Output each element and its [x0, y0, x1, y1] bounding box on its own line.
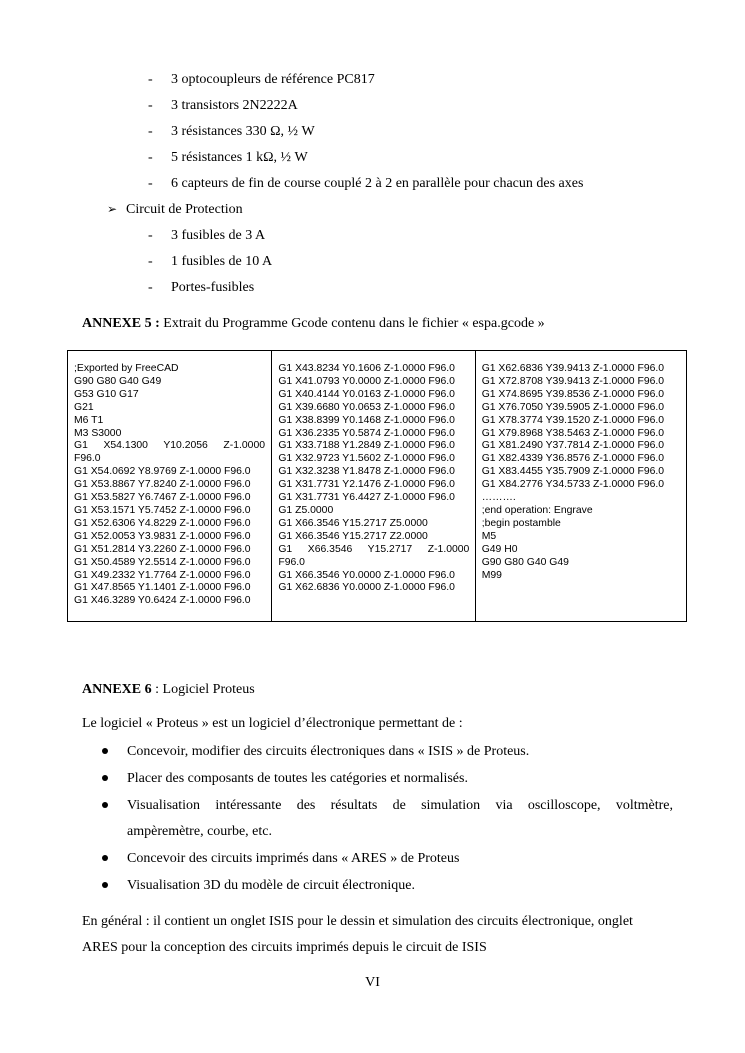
intro-paragraph: Le logiciel « Proteus » est un logiciel d’électronique permettant de : [82, 716, 463, 731]
gcode-line: G1 X53.1571 Y5.7452 Z-1.0000 F96.0 [74, 504, 251, 516]
protection-title: Circuit de Protection [126, 202, 243, 217]
gcode-line: G1 X74.8695 Y39.8536 Z-1.0000 F96.0 [481, 388, 665, 400]
bullet-item: Concevoir, modifier des circuits électroniques dans « ISIS » de Proteus. [127, 744, 530, 759]
list-item: 6 capteurs de fin de course couplé 2 à 2 en parallèle pour chacun des axes [171, 176, 584, 191]
gcode-line: G1 X72.8708 Y39.9413 Z-1.0000 F96.0 [481, 375, 665, 387]
gcode-line: F96.0 [74, 453, 101, 465]
bullet-dot [102, 882, 108, 888]
gcode-line: G1 X81.2490 Y37.7814 Z-1.0000 F96.0 [481, 440, 665, 452]
gcode-line: G1 X54.0692 Y8.9769 Z-1.0000 F96.0 [74, 466, 251, 478]
gcode-line: G1 X83.4455 Y35.7909 Z-1.0000 F96.0 [481, 466, 665, 478]
gcode-line: G1 X52.0053 Y3.9831 Z-1.0000 F96.0 [74, 530, 251, 542]
gcode-line: G1 X49.2332 Y1.7764 Z-1.0000 F96.0 [74, 569, 251, 581]
list-dash: - [148, 176, 153, 191]
list-dash: - [148, 228, 153, 243]
gcode-line: G1 X31.7731 Y6.4427 Z-1.0000 F96.0 [278, 492, 455, 504]
list-item: 3 transistors 2N2222A [171, 98, 298, 113]
list-dash: - [148, 72, 153, 87]
gcode-column-1 [68, 351, 271, 621]
gcode-line: G1 X79.8968 Y38.5463 Z-1.0000 F96.0 [481, 427, 665, 439]
list-dash: - [148, 254, 153, 269]
gcode-line: G1 X76.7050 Y39.5905 Z-1.0000 F96.0 [481, 401, 665, 413]
gcode-line: ;end operation: Engrave [481, 504, 593, 516]
bullet-dot [102, 802, 108, 808]
gcode-line: G1 X40.4144 Y0.0163 Z-1.0000 F96.0 [278, 388, 455, 400]
annexe5-title: Extrait du Programme Gcode contenu dans le fichier « espa.gcode » [159, 316, 545, 331]
gcode-line: F96.0 [278, 556, 305, 568]
gcode-line: G1 X32.9723 Y1.5602 Z-1.0000 F96.0 [278, 453, 455, 465]
gcode-line: G1 Z5.0000 [278, 504, 334, 516]
gcode-column-3 [475, 351, 686, 621]
page-number: VI [365, 975, 380, 990]
gcode-line: G1 X32.3238 Y1.8478 Z-1.0000 F96.0 [278, 466, 455, 478]
gcode-line: M5 [481, 530, 497, 542]
list-dash: - [148, 98, 153, 113]
gcode-line: ;Exported by FreeCAD [74, 363, 179, 374]
gcode-line: G1 X53.8867 Y7.8240 Z-1.0000 F96.0 [74, 479, 251, 491]
list-dash: - [148, 150, 153, 165]
gcode-column-2 [271, 351, 474, 621]
bullet-item: Concevoir des circuits imprimés dans « ARES » de Proteus [127, 851, 460, 866]
gcode-line: G1 X41.0793 Y0.0000 Z-1.0000 F96.0 [278, 375, 455, 387]
list-item: 3 optocoupleurs de référence PC817 [171, 72, 375, 87]
annexe6-heading [82, 681, 255, 698]
gcode-line: ………. [481, 492, 516, 504]
gcode-line: M3 S3000 [74, 427, 122, 439]
gcode-line: G1 X82.4339 Y36.8576 Z-1.0000 F96.0 [481, 453, 665, 465]
list-dash: - [148, 124, 153, 139]
gcode-line: G1 X43.8234 Y0.1606 Z-1.0000 F96.0 [278, 363, 455, 374]
gcode-line: G21 [74, 401, 94, 413]
list-item: 3 fusibles de 3 A [171, 228, 266, 243]
gcode-line: G1 X38.8399 Y0.1468 Z-1.0000 F96.0 [278, 414, 455, 426]
gcode-line: G1 X47.8565 Y1.1401 Z-1.0000 F96.0 [74, 582, 251, 594]
list-item: 5 résistances 1 kΩ, ½ W [171, 150, 308, 165]
bullet-dot [102, 855, 108, 861]
gcode-line: G1 X62.6836 Y0.0000 Z-1.0000 F96.0 [278, 582, 455, 594]
gcode-line: G53 G10 G17 [74, 388, 139, 400]
gcode-line: G1 X39.6680 Y0.0653 Z-1.0000 F96.0 [278, 401, 455, 413]
gcode-line: G1 X84.2776 Y34.5733 Z-1.0000 F96.0 [481, 479, 665, 491]
gcode-line: G1 X53.5827 Y6.7467 Z-1.0000 F96.0 [74, 492, 251, 504]
gcode-line: M99 [481, 569, 502, 581]
arrow-bullet-icon: ➢ [107, 202, 118, 216]
list-dash: - [148, 280, 153, 295]
bullet-dot [102, 775, 108, 781]
gcode-table [67, 350, 687, 622]
gcode-line: G1 X50.4589 Y2.5514 Z-1.0000 F96.0 [74, 556, 251, 568]
gcode-line: G90 G80 G40 G49 [481, 556, 569, 568]
gcode-line: G1 X33.7188 Y1.2849 Z-1.0000 F96.0 [278, 440, 455, 452]
bullet-item: Placer des composants de toutes les catégories et normalisés. [127, 771, 468, 786]
gcode-line: M6 T1 [74, 414, 104, 426]
gcode-line: G1 X46.3289 Y0.6424 Z-1.0000 F96.0 [74, 595, 251, 607]
gcode-line: G1 X54.1300 Y10.2056 Z-1.0000 [74, 440, 265, 452]
annexe5-label: ANNEXE 5 : [82, 316, 160, 331]
gcode-line: G1 X66.3546 Y15.2717 Z5.0000 [278, 517, 428, 529]
annexe5-heading [82, 315, 545, 332]
gcode-line: ;begin postamble [481, 517, 561, 529]
conclusion-line: En général : il contient un onglet ISIS pour le dessin et simulation des circuits électronique, onglet [82, 914, 633, 929]
bullet-dot [102, 748, 108, 754]
gcode-line: G1 X66.3546 Y15.2717 Z2.0000 [278, 530, 428, 542]
list-item: Portes-fusibles [171, 280, 255, 295]
annexe6-title: : Logiciel Proteus [151, 682, 255, 697]
gcode-line: G1 X31.7731 Y2.1476 Z-1.0000 F96.0 [278, 479, 455, 491]
gcode-line: G1 X51.2814 Y3.2260 Z-1.0000 F96.0 [74, 543, 251, 555]
gcode-line: G1 X66.3546 Y0.0000 Z-1.0000 F96.0 [278, 569, 455, 581]
bullet-item-continuation: ampèremètre, courbe, etc. [127, 824, 272, 839]
list-item: 3 résistances 330 Ω, ½ W [171, 124, 315, 139]
gcode-line: G1 X62.6836 Y39.9413 Z-1.0000 F96.0 [481, 363, 665, 374]
list-item: 1 fusibles de 10 A [171, 254, 273, 269]
gcode-line: G1 X78.3774 Y39.1520 Z-1.0000 F96.0 [481, 414, 665, 426]
annexe6-label: ANNEXE 6 [82, 682, 152, 697]
gcode-line: G90 G80 G40 G49 [74, 375, 162, 387]
gcode-line: G1 X36.2335 Y0.5874 Z-1.0000 F96.0 [278, 427, 455, 439]
gcode-line: G1 X66.3546 Y15.2717 Z-1.0000 [278, 543, 470, 555]
conclusion-line: ARES pour la conception des circuits imprimés depuis le circuit de ISIS [82, 940, 487, 955]
bullet-item: Visualisation 3D du modèle de circuit électronique. [127, 878, 416, 893]
bullet-item: Visualisation intéressante des résultats de simulation via oscilloscope, voltmètre, [127, 798, 673, 813]
gcode-line: G49 H0 [481, 543, 518, 555]
gcode-line: G1 X52.6306 Y4.8229 Z-1.0000 F96.0 [74, 517, 251, 529]
